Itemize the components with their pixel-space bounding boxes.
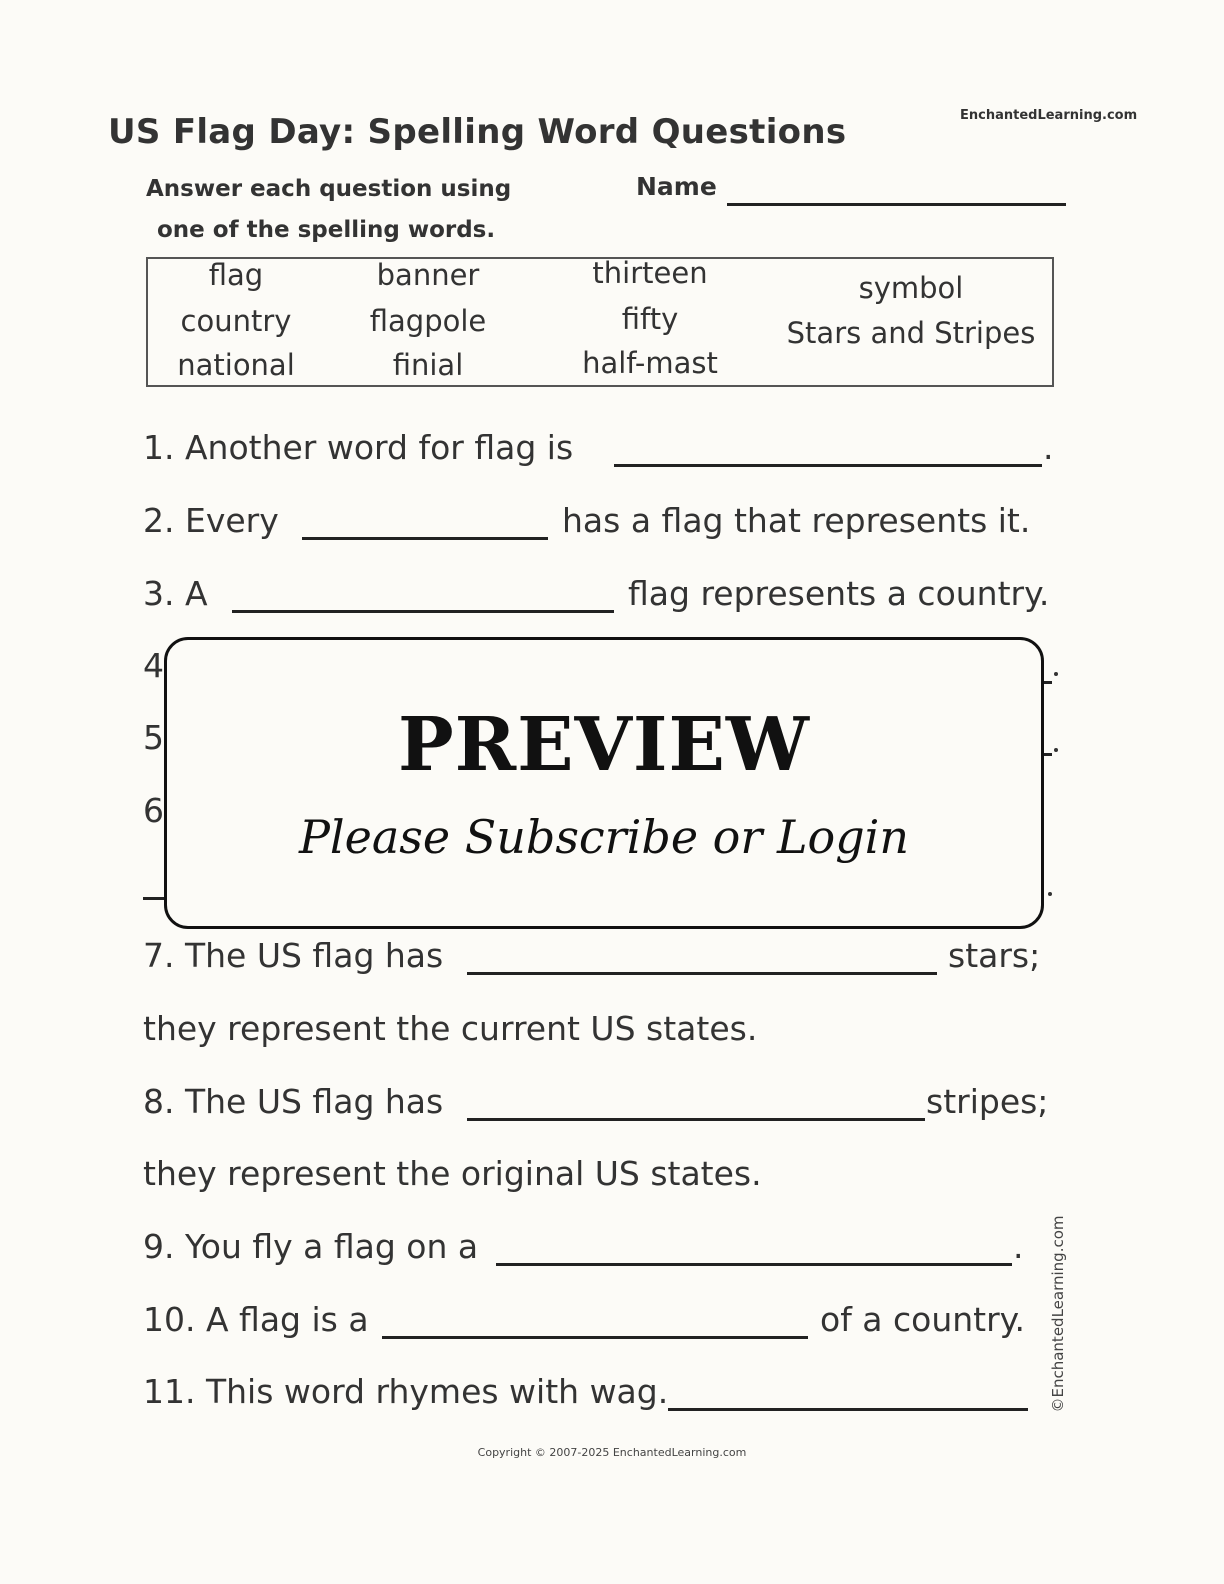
question-3-text: 3. A xyxy=(143,574,208,613)
preview-title: PREVIEW xyxy=(397,702,811,788)
question-7-text: 7. The US flag has xyxy=(143,936,444,975)
name-field-line[interactable] xyxy=(727,203,1066,206)
question-7-line-2: they represent the current US states. xyxy=(143,1009,758,1048)
question-10-suffix: of a country. xyxy=(820,1300,1025,1339)
preview-overlay[interactable] xyxy=(164,637,1044,929)
period-mark xyxy=(1054,672,1058,676)
subscribe-login-prompt[interactable]: Please Subscribe or Login xyxy=(298,810,910,864)
answer-blank-7[interactable] xyxy=(467,972,937,975)
page-title: US Flag Day: Spelling Word Questions xyxy=(108,112,847,152)
question-3-suffix: flag represents a country. xyxy=(628,574,1050,613)
question-1-text: 1. Another word for flag is xyxy=(143,428,574,467)
question-4-number: 4 xyxy=(143,646,164,685)
question-6-number: 6 xyxy=(143,791,164,830)
word-bank-word: banner xyxy=(376,258,480,292)
word-bank-word: flag xyxy=(208,258,264,292)
site-logo-text[interactable]: EnchantedLearning.com xyxy=(960,108,1138,123)
instructions-line-2: one of the spelling words. xyxy=(157,217,496,243)
question-2-text: 2. Every xyxy=(143,501,279,540)
word-bank-word: national xyxy=(177,348,295,382)
answer-blank-10[interactable] xyxy=(382,1336,808,1339)
instructions-line-1: Answer each question using xyxy=(146,176,512,202)
answer-blank-3[interactable] xyxy=(232,610,614,613)
word-bank-word: Stars and Stripes xyxy=(786,316,1036,350)
question-10-text: 10. A flag is a xyxy=(143,1300,369,1339)
word-bank-word: flagpole xyxy=(369,304,487,338)
word-bank-word: symbol xyxy=(858,271,964,305)
answer-blank-2[interactable] xyxy=(302,537,548,540)
name-label: Name xyxy=(636,172,717,201)
answer-blank-1[interactable] xyxy=(614,464,1042,467)
question-1-suffix: . xyxy=(1043,428,1054,467)
answer-blank-8[interactable] xyxy=(467,1118,925,1121)
word-bank-word: fifty xyxy=(621,302,679,336)
word-bank-word: country xyxy=(180,304,292,338)
word-bank-word: half-mast xyxy=(582,346,718,380)
answer-blank-9[interactable] xyxy=(496,1263,1012,1266)
period-mark xyxy=(1048,892,1052,896)
question-11-text: 11. This word rhymes with wag. xyxy=(143,1372,669,1411)
question-8-text: 8. The US flag has xyxy=(143,1082,444,1121)
footer-copyright: Copyright © 2007-2025 EnchantedLearning.com xyxy=(477,1446,747,1459)
question-5-number: 5 xyxy=(143,718,164,757)
question-8-suffix: stripes; xyxy=(926,1082,1049,1121)
question-7-suffix: stars; xyxy=(948,936,1041,975)
question-8-line-2: they represent the original US states. xyxy=(143,1154,762,1193)
word-bank-word: thirteen xyxy=(592,256,708,290)
answer-blank-11[interactable] xyxy=(668,1408,1028,1411)
side-copyright: ©EnchantedLearning.com xyxy=(1049,1215,1067,1413)
question-9-text: 9. You fly a flag on a xyxy=(143,1227,479,1266)
word-bank-word: finial xyxy=(392,348,464,382)
question-9-suffix: . xyxy=(1013,1227,1024,1266)
question-2-suffix: has a flag that represents it. xyxy=(562,501,1031,540)
period-mark xyxy=(1054,748,1058,752)
